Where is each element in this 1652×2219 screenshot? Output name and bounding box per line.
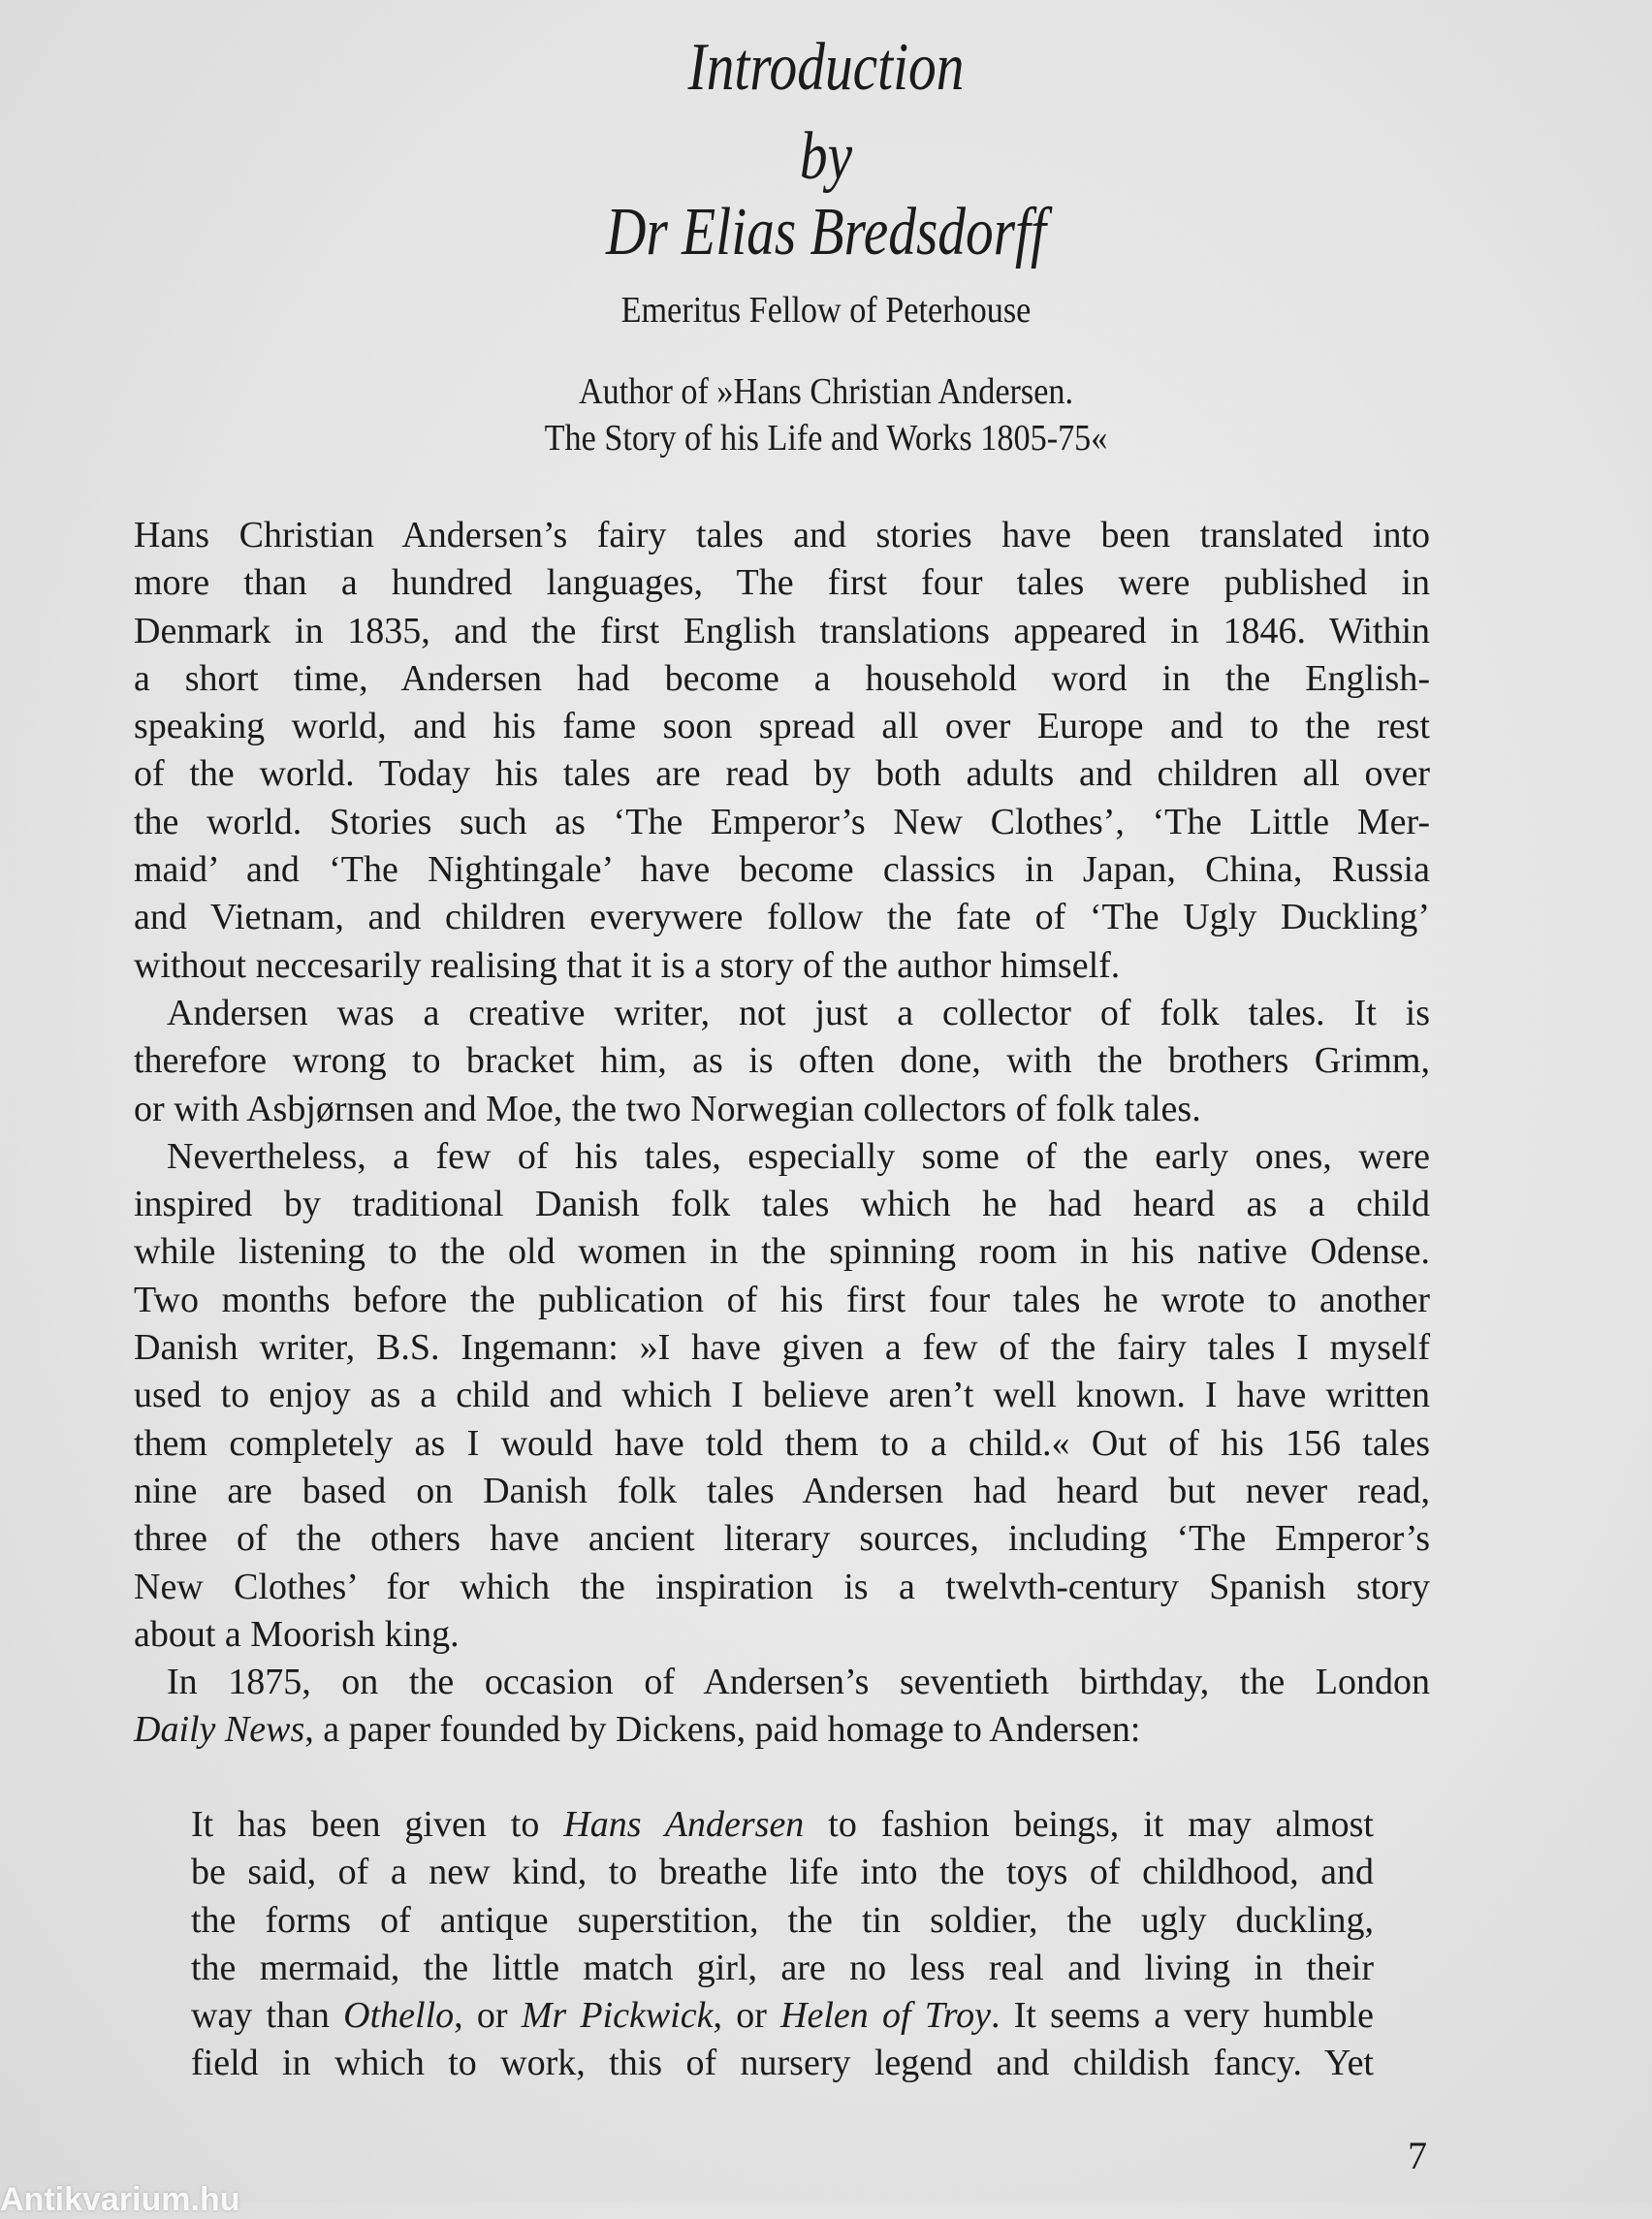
block-quote xyxy=(191,1801,1374,2088)
text-span: a short time, Andersen had become a household word in the English- xyxy=(134,657,1430,699)
italic-text: Helen of Troy xyxy=(780,1995,992,2037)
text-line xyxy=(134,1468,1430,1515)
text-line xyxy=(191,1801,1374,1849)
text-line xyxy=(134,1324,1430,1372)
author-credit-line-2: The Story of his Life and Works 1805-75« xyxy=(544,418,1108,459)
italic-text: Mr Pickwick xyxy=(521,1995,714,2037)
text-span: Denmark in 1835, and the first English translations appeared in 1846. Within xyxy=(134,610,1430,651)
text-line xyxy=(134,1228,1430,1276)
author-affiliation: Emeritus Fellow of Peterhouse xyxy=(620,290,1032,331)
text-line xyxy=(134,559,1430,607)
text-line xyxy=(134,1372,1430,1419)
text-span: more than a hundred languages, The first four tales were published in xyxy=(134,562,1430,604)
text-span: three of the others have ancient literary sources, including ‘The Emperor’s xyxy=(134,1518,1430,1560)
text-span: way than xyxy=(191,1995,344,2037)
text-span: maid’ and ‘The Nightingale’ have become classics in Japan, China, Russia xyxy=(134,849,1430,891)
text-line xyxy=(134,1420,1430,1468)
text-line xyxy=(134,1133,1430,1181)
text-line xyxy=(134,655,1430,703)
text-span: New Clothes’ for which the inspiration is a twelvth-century Spanish story xyxy=(134,1566,1430,1607)
text-span: the forms of antique superstition, the tin soldier, the ugly duckling, xyxy=(191,1899,1374,1941)
text-span: Andersen was a creative writer, not just a collector of folk tales. It is xyxy=(167,992,1430,1033)
text-span: about a Moorish king. xyxy=(134,1613,460,1655)
italic-text: Hans Andersen xyxy=(563,1804,805,1845)
watermark: Antikvarium.hu xyxy=(0,2181,240,2218)
text-span: , a paper founded by Dickens, paid homage to Andersen: xyxy=(304,1709,1141,1751)
text-span: used to enjoy as a child and which I believe aren’t well known. I have written xyxy=(134,1375,1430,1416)
text-line xyxy=(134,990,1430,1037)
text-line xyxy=(191,1897,1374,1945)
text-line xyxy=(191,2040,1374,2087)
text-line xyxy=(191,1945,1374,1992)
text-line xyxy=(134,942,1430,990)
chapter-title-by: by xyxy=(799,119,853,194)
text-span: In 1875, on the occasion of Andersen’s seventieth birthday, the London xyxy=(167,1662,1430,1703)
chapter-title: Introduction xyxy=(687,30,965,105)
text-line xyxy=(134,1659,1430,1706)
text-line xyxy=(191,1849,1374,1896)
text-line xyxy=(134,1086,1430,1133)
text-span: and Vietnam, and children everywere follow the fate of ‘The Ugly Duckling’ xyxy=(134,897,1430,938)
text-line xyxy=(134,703,1430,750)
text-span: speaking world, and his fame soon spread all over Europe and to the rest xyxy=(134,706,1430,747)
text-span: , or xyxy=(454,1995,522,2037)
text-line xyxy=(134,894,1430,941)
italic-text: Othello xyxy=(343,1995,455,2037)
text-span: It has been given to xyxy=(191,1804,564,1845)
text-line xyxy=(134,1037,1430,1085)
text-span: while listening to the old women in the spinning room in his native Odense. xyxy=(134,1231,1430,1273)
text-line xyxy=(134,1706,1430,1754)
text-line xyxy=(134,846,1430,894)
author-credit-line-1: Author of »Hans Christian Andersen. xyxy=(578,371,1074,412)
text-span: nine are based on Danish folk tales Andersen had heard but never read, xyxy=(134,1470,1430,1511)
text-span: of the world. Today his tales are read by both adults and children all over xyxy=(134,753,1430,795)
text-span: the mermaid, the little match girl, are no less real and living in their xyxy=(191,1947,1374,1988)
text-line xyxy=(191,1992,1374,2040)
body-text xyxy=(134,512,1430,1755)
text-line xyxy=(134,1181,1430,1228)
text-line xyxy=(134,799,1430,846)
text-span: Two months before the publication of his first four tales he wrote to another xyxy=(134,1279,1430,1320)
text-span: without neccesarily realising that it is a story of the author himself. xyxy=(134,944,1121,986)
text-span: or with Asbjørnsen and Moe, the two Norwegian collectors of folk tales. xyxy=(134,1088,1201,1129)
chapter-author: Dr Elias Bredsdorff xyxy=(606,195,1046,269)
text-line xyxy=(134,1277,1430,1324)
text-line xyxy=(134,750,1430,798)
text-span: field in which to work, this of nursery legend and childish fancy. Yet xyxy=(191,2043,1374,2084)
text-span: Nevertheless, a few of his tales, especially some of the early ones, were xyxy=(167,1135,1430,1177)
text-span: to fashion beings, it may almost xyxy=(804,1804,1374,1845)
text-span: Danish writer, B.S. Ingemann: »I have given a few of the fairy tales I myself xyxy=(134,1327,1430,1369)
italic-text: Daily News xyxy=(134,1709,305,1751)
text-line xyxy=(134,1564,1430,1611)
text-span: them completely as I would have told them to a child.« Out of his 156 tales xyxy=(134,1422,1430,1464)
text-line xyxy=(134,1611,1430,1659)
text-span: Hans Christian Andersen’s fairy tales and stories have been translated into xyxy=(134,515,1430,555)
text-span: therefore wrong to bracket him, as is often done, with the brothers Grimm, xyxy=(134,1040,1430,1082)
text-line xyxy=(134,1515,1430,1563)
text-line xyxy=(134,608,1430,655)
text-span: be said, of a new kind, to breathe life into the toys of childhood, and xyxy=(191,1852,1374,1893)
text-span: the world. Stories such as ‘The Emperor’s New Clothes’, ‘The Little Mer- xyxy=(134,801,1430,842)
text-span: inspired by traditional Danish folk tales which he had heard as a child xyxy=(134,1184,1430,1225)
page-number: 7 xyxy=(1408,2134,1427,2177)
text-span: , or xyxy=(713,1995,781,2037)
text-line xyxy=(134,512,1430,559)
text-span: . It seems a very humble xyxy=(991,1995,1374,2037)
